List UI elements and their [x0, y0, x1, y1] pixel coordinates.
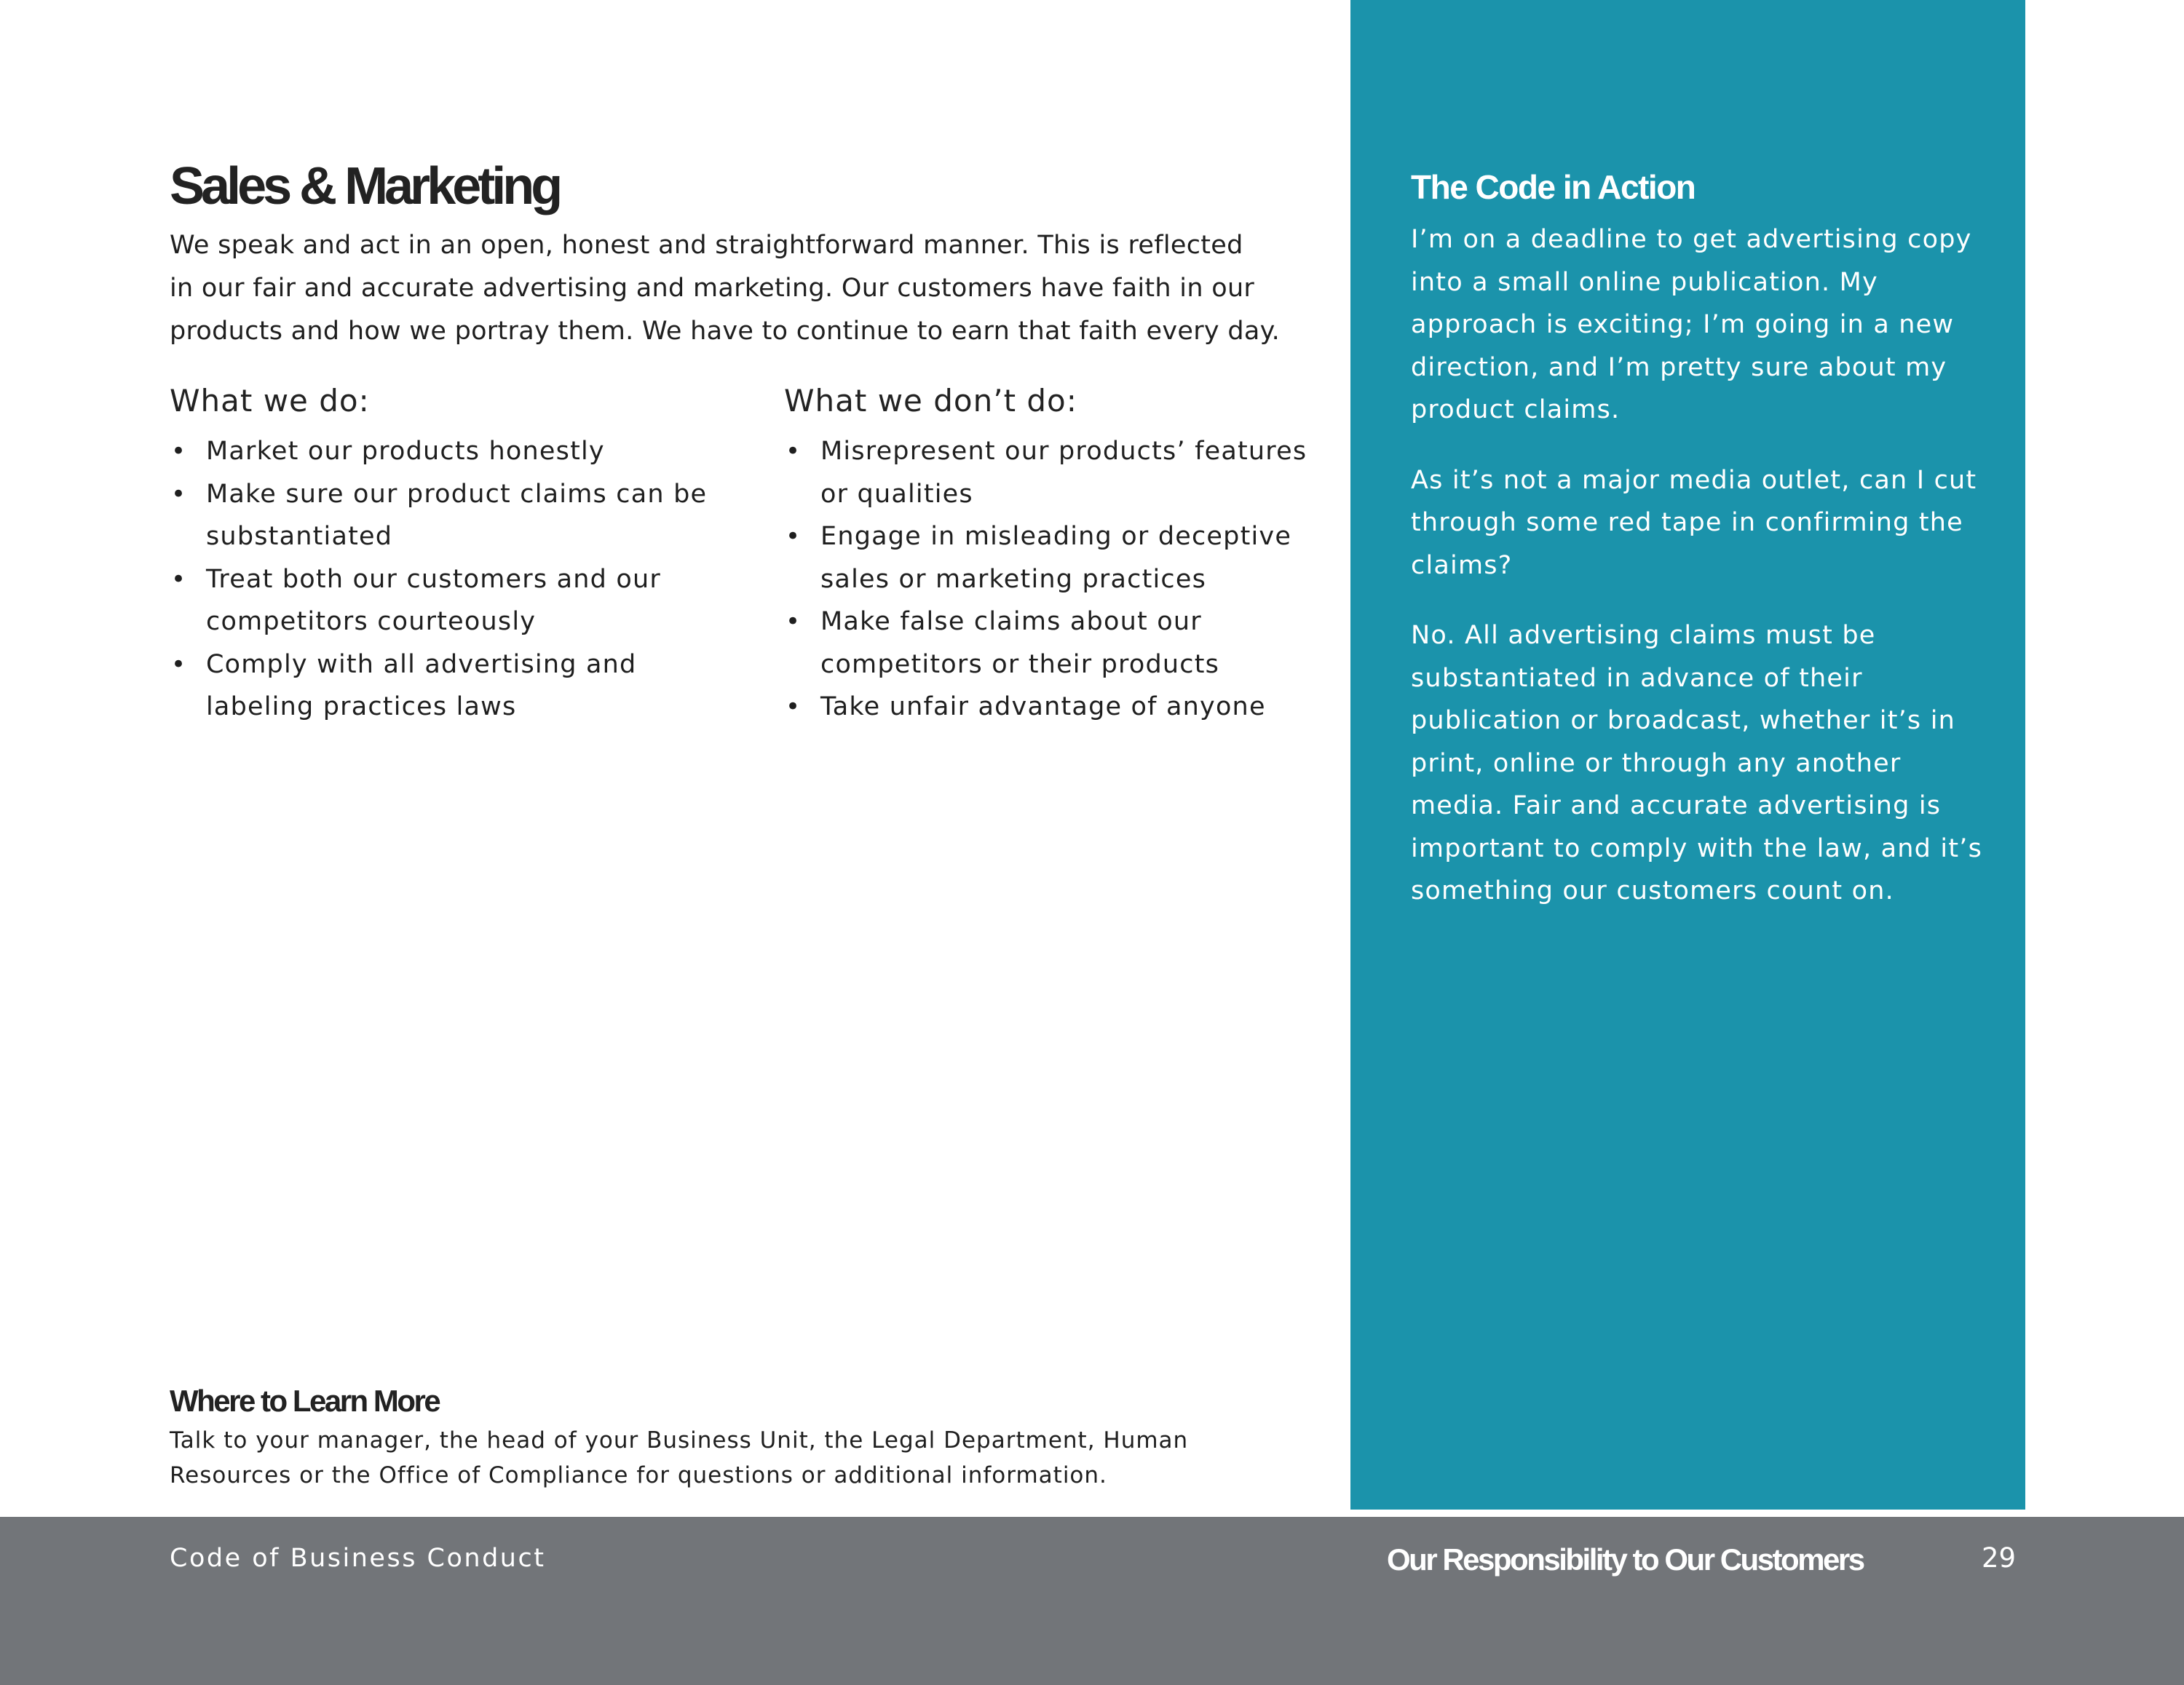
- list-item-text: Take unfair advantage of anyone: [820, 692, 1266, 721]
- list-item: [170, 643, 723, 729]
- code-in-action-sidebar: [1350, 0, 2025, 1510]
- list-item-text: Market our products honestly: [206, 437, 605, 466]
- list-item-text: Comply with all advertising and labeling practices laws: [206, 649, 637, 721]
- intro-line: We speak and act in an open, honest and straightforward manner. This is reflected: [170, 231, 1243, 260]
- list-item: [784, 686, 1308, 729]
- footer-section-name: Our Responsibility to Our Customers: [1387, 1542, 1864, 1577]
- footer-document-name: Code of Business Conduct: [170, 1544, 546, 1573]
- list-item: [784, 430, 1308, 515]
- list-item: [170, 430, 723, 473]
- bullet-icon: •: [171, 437, 187, 466]
- learn-more-text: [170, 1423, 1262, 1493]
- sidebar-content: [1411, 162, 1986, 940]
- what-we-do-column: [170, 381, 723, 729]
- learn-more-line: Resources or the Office of Compliance for questions or additional information.: [170, 1462, 1107, 1488]
- sidebar-paragraph: As it’s not a major media outlet, can I cut through some red tape in confirming the claims?: [1411, 465, 1977, 580]
- sidebar-title: The Code in Action: [1411, 168, 1696, 206]
- list-item: [784, 515, 1308, 600]
- list-item: [170, 558, 723, 643]
- sidebar-paragraph: No. All advertising claims must be substantiated in advance of their publication or broadcast, whether it’s in print, online or through any another media. Fair and accurate advertising is important to comply with the law, and it’s something our customers count on.: [1411, 621, 1983, 905]
- bullet-icon: •: [786, 607, 802, 636]
- what-we-do-heading: What we do:: [170, 383, 370, 419]
- list-item: [784, 600, 1308, 686]
- list-item-text: Misrepresent our products’ features or qualities: [820, 437, 1307, 509]
- do-dont-columns: [170, 381, 1305, 759]
- what-we-dont-do-column: [784, 381, 1308, 729]
- list-item-text: Make sure our product claims can be substantiated: [206, 479, 708, 551]
- page-title: Sales & Marketing: [170, 157, 560, 215]
- bullet-icon: •: [171, 479, 187, 509]
- bullet-icon: •: [786, 437, 802, 466]
- what-we-dont-do-heading: What we don’t do:: [784, 383, 1077, 419]
- list-item-text: Engage in misleading or deceptive sales or marketing practices: [820, 522, 1292, 594]
- intro-paragraph: [170, 224, 1305, 353]
- bullet-icon: •: [171, 564, 187, 594]
- list-item-text: Treat both our customers and our competitors courteously: [206, 564, 661, 636]
- what-we-do-list: [170, 430, 723, 729]
- what-we-dont-do-list: [784, 430, 1308, 729]
- page-footer: [0, 1517, 2184, 1685]
- bullet-icon: •: [786, 692, 802, 721]
- bullet-icon: •: [786, 522, 802, 551]
- learn-more-section: [170, 1381, 1262, 1493]
- list-item: [170, 473, 723, 558]
- page-number: 29: [1982, 1542, 2017, 1574]
- intro-line: products and how we portray them. We have to continue to earn that faith every day.: [170, 317, 1281, 346]
- intro-line: in our fair and accurate advertising and marketing. Our customers have faith in our: [170, 274, 1255, 303]
- learn-more-line: Talk to your manager, the head of your Business Unit, the Legal Department, Human: [170, 1427, 1189, 1454]
- list-item-text: Make false claims about our competitors or their products: [820, 607, 1220, 679]
- learn-more-heading: Where to Learn More: [170, 1384, 440, 1418]
- sidebar-paragraph: I’m on a deadline to get advertising copy into a small online publication. My approach is exciting; I’m going in a new direction, and I’m pretty sure about my product claims.: [1411, 225, 1972, 424]
- bullet-icon: •: [171, 649, 187, 679]
- main-content: [170, 154, 1305, 759]
